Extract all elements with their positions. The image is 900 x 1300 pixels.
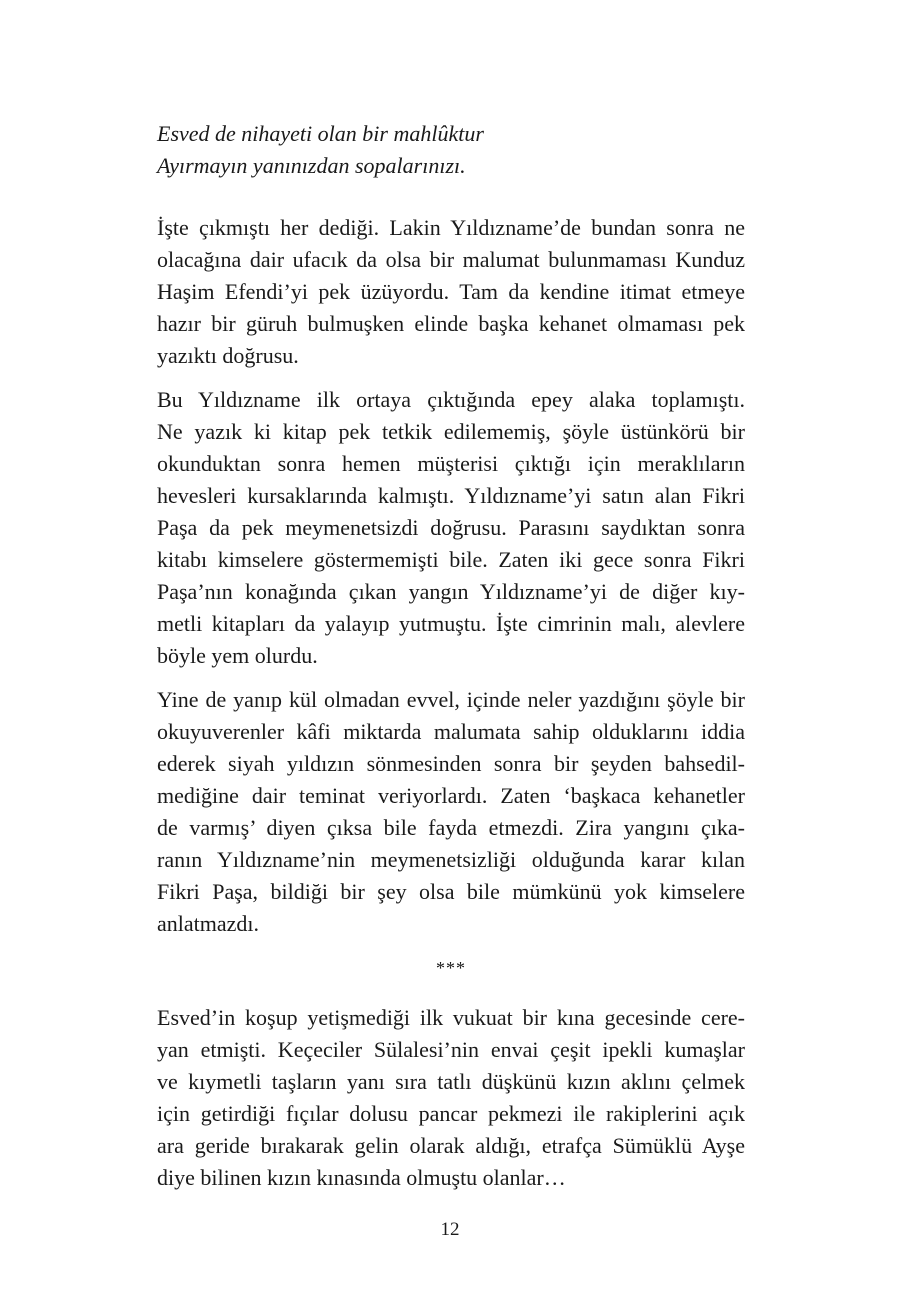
verse-line: Ayırmayın yanınızdan sopalarınızı. [157, 153, 466, 178]
text-line: böyle yem olurdu. [157, 643, 318, 668]
section-separator: *** [436, 958, 466, 978]
text-line: ara geride bırakarak gelin olarak aldığı, etrafça Sümüklü Ayşe [157, 1133, 745, 1158]
text-line: hevesleri kursaklarında kalmıştı. Yıldızname’yi satın alan Fikri [157, 483, 745, 508]
text-line: Yine de yanıp kül olmadan evvel, içinde neler yazdığını şöyle bir [157, 687, 745, 712]
text-line: ve kıymetli taşların yanı sıra tatlı düşkünü kızın aklını çelmek [157, 1069, 745, 1094]
text-line: Paşa’nın konağında çıkan yangın Yıldızname’yi de diğer kıy- [157, 579, 745, 604]
text-line: yazıktı doğrusu. [157, 343, 299, 368]
text-line: için getirdiği fıçılar dolusu pancar pekmezi ile rakiplerini açık [157, 1101, 745, 1126]
text-line: ederek siyah yıldızın sönmesinden sonra bir şeyden bahsedil- [157, 751, 745, 776]
text-line: Bu Yıldızname ilk ortaya çıktığında epey alaka toplamıştı. [157, 387, 745, 412]
paragraph-2 [157, 384, 745, 672]
text-line: Fikri Paşa, bildiği bir şey olsa bile mümkünü yok kimselere [157, 879, 745, 904]
text-line: okuyuverenler kâfi miktarda malumata sahip olduklarını iddia [157, 719, 745, 744]
text-line: mediğine dair teminat veriyorlardı. Zaten ‘başkaca kehanetler [157, 783, 745, 808]
text-line: okunduktan sonra hemen müşterisi çıktığı için meraklıların [157, 451, 745, 476]
text-line: de varmış’ diyen çıksa bile fayda etmezdi. Zira yangını çıka- [157, 815, 745, 840]
text-line: diye bilinen kızın kınasında olmuştu olanlar… [157, 1165, 566, 1190]
text-line: metli kitapları da yalayıp yutmuştu. İşte cimrinin malı, alevlere [157, 611, 745, 636]
text-line: Esved’in koşup yetişmediği ilk vukuat bir kına gecesinde cere- [157, 1005, 745, 1030]
text-line: hazır bir güruh bulmuşken elinde başka kehanet olmaması pek [157, 311, 745, 336]
paragraph-3 [157, 684, 745, 940]
text-line: olacağına dair ufacık da olsa bir malumat bulunmaması Kunduz [157, 247, 745, 272]
paragraph-4 [157, 1002, 745, 1194]
page-number: 12 [440, 1219, 460, 1240]
paragraph-1 [157, 212, 745, 372]
verse-line: Esved de nihayeti olan bir mahlûktur [157, 121, 484, 146]
text-line: Ne yazık ki kitap pek tetkik edilememiş, şöyle üstünkörü bir [157, 419, 745, 444]
text-line: yan etmişti. Keçeciler Sülalesi’nin envai çeşit ipekli kumaşlar [157, 1037, 745, 1062]
text-line: Paşa da pek meymenetsizdi doğrusu. Parasını saydıktan sonra [157, 515, 745, 540]
text-line: anlatmazdı. [157, 911, 260, 936]
page-body [157, 118, 745, 1206]
verse-epigraph [157, 118, 745, 182]
text-line: kitabı kimselere göstermemişti bile. Zaten iki gece sonra Fikri [157, 547, 745, 572]
text-line: ranın Yıldızname’nin meymenetsizliği olduğunda karar kılan [157, 847, 745, 872]
text-line: İşte çıkmıştı her dediği. Lakin Yıldızname’de bundan sonra ne [157, 215, 745, 240]
text-line: Haşim Efendi’yi pek üzüyordu. Tam da kendine itimat etmeye [157, 279, 745, 304]
